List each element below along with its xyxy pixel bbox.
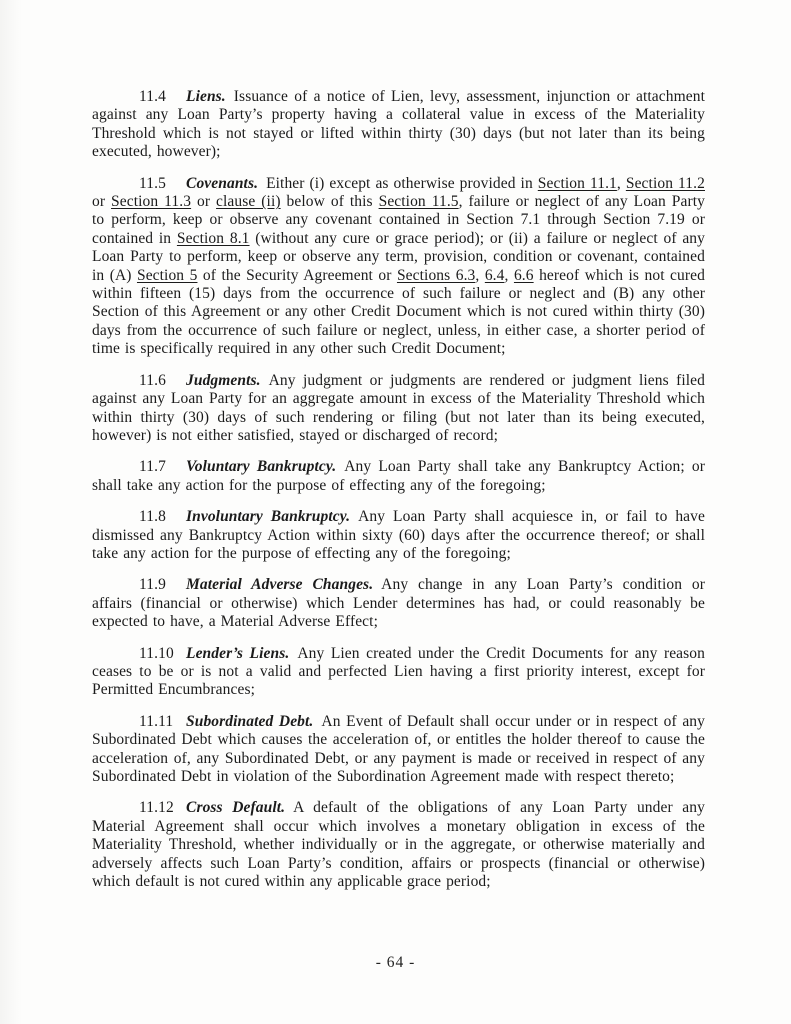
section-paragraph bbox=[92, 713, 705, 787]
section-reference: 6.4 bbox=[484, 266, 505, 284]
section-reference: Section 11.3 bbox=[111, 193, 192, 211]
section-number: 11.6 bbox=[139, 371, 166, 389]
section-text-run: Any judgment or judgments are rendered or judgment liens filed against any Loan Party for an aggregate amount in excess of the Materiality Threshold which within thirty (30) days of such rendering or filing (but not later than its being executed, however) is not either satisfied, stayed or discharged of record; bbox=[92, 371, 705, 444]
section-number: 11.7 bbox=[139, 458, 166, 476]
section-text-run: , failure or neglect of any Loan Party to perform, keep or observe any covenant contained in Section 7.1 through Section 7.19 or contained in bbox=[92, 193, 706, 247]
section-reference: Section 8.1 bbox=[176, 229, 250, 247]
section-paragraph bbox=[92, 576, 705, 631]
section-text-run: Any Loan Party shall acquiesce in, or fail to have dismissed any Bankruptcy Action within sixty (60) days after the occurrence thereof; or shall take any action for the purpose of effecting any of the foregoing; bbox=[92, 508, 705, 562]
section-paragraph bbox=[92, 372, 705, 446]
section-text-run: Any change in any Loan Party’s condition or affairs (financial or otherwise) which Lender determines has had, or could reasonably be expected to have, a Material Adverse Effect; bbox=[92, 576, 705, 631]
section-title: Voluntary Bankruptcy. bbox=[186, 458, 337, 476]
section-number: 11.10 bbox=[139, 644, 174, 662]
section-reference: Section 11.5 bbox=[378, 193, 459, 211]
section-number: 11.4 bbox=[139, 88, 166, 105]
section-text-run: , bbox=[504, 266, 514, 284]
section-title: Material Adverse Changes. bbox=[186, 576, 374, 594]
section-reference: Section 5 bbox=[136, 266, 198, 284]
section-title: Cross Default. bbox=[186, 799, 286, 817]
section-text-run: or bbox=[191, 193, 217, 211]
section-number: 11.8 bbox=[139, 508, 166, 526]
page-number: - 64 - bbox=[375, 954, 416, 971]
section-title: Lender’s Liens. bbox=[186, 644, 290, 662]
section-text-run: of the Security Agreement or bbox=[197, 266, 397, 284]
scan-edge-shadow bbox=[0, 0, 22, 1024]
document-body bbox=[92, 88, 705, 904]
section-text-run: , bbox=[475, 266, 485, 284]
section-reference: clause (ii) bbox=[216, 193, 281, 211]
section-text-run: Issuance of a notice of Lien, levy, assessment, injunction or attachment against any Loan Party’s property having a collateral value in excess of the Materiality Threshold which is not stayed or lifted within thirty (30) days (but not later than its being executed, however); bbox=[92, 88, 705, 161]
section-text-run: , bbox=[616, 174, 626, 192]
section-text-run: (without any cure or grace period); or (ii) a failure or neglect of any Loan Party to perform, keep or observe any term, provision, condition or covenant, contained in (A) bbox=[92, 229, 706, 284]
section-reference: Section 11.1 bbox=[537, 174, 617, 192]
section-reference: Section 11.2 bbox=[625, 174, 705, 192]
section-number: 11.11 bbox=[139, 712, 174, 730]
section-title: Involuntary Bankruptcy. bbox=[186, 508, 351, 526]
section-text-run: Either (i) except as otherwise provided in bbox=[266, 174, 538, 192]
section-paragraph bbox=[92, 645, 705, 700]
section-text-run: below of this bbox=[280, 193, 379, 211]
section-number: 11.9 bbox=[139, 576, 166, 594]
section-reference: 6.6 bbox=[513, 266, 534, 284]
section-title: Covenants. bbox=[186, 174, 259, 192]
section-paragraph bbox=[92, 88, 705, 162]
section-title: Liens. bbox=[186, 88, 226, 105]
section-number: 11.5 bbox=[139, 174, 166, 192]
section-text-run: hereof which is not cured within fifteen (15) days from the occurrence of such failure or neglect and (B) any other Section of this Agreement or any other Credit Document which is not cured within thirty (30) days from the occurrence of such failure or neglect, unless, in either case, a shorter period of time is specifically required in any other such Credit Document; bbox=[92, 266, 705, 358]
section-number: 11.12 bbox=[139, 799, 174, 817]
section-title: Judgments. bbox=[186, 371, 261, 389]
section-paragraph bbox=[92, 175, 705, 359]
section-text-run: Any Loan Party shall take any Bankruptcy Action; or shall take any action for the purpose of effecting any of the foregoing; bbox=[92, 458, 705, 494]
section-paragraph bbox=[92, 458, 705, 495]
section-text-run: or bbox=[92, 193, 112, 211]
section-title: Subordinated Debt. bbox=[186, 712, 314, 730]
section-text-run: An Event of Default shall occur under or in respect of any Subordinated Debt which causes the acceleration of, or entitles the holder thereof to cause the acceleration of, any Subordinated Debt, or any payment is made or received in respect of any Subordinated Debt in violation of the Subordination Agreement made with respect thereto; bbox=[92, 712, 705, 785]
section-reference: Sections 6.3 bbox=[396, 266, 476, 284]
section-paragraph bbox=[92, 508, 705, 563]
section-paragraph bbox=[92, 799, 705, 891]
section-text-run: A default of the obligations of any Loan Party under any Material Agreement shall occur which involves a monetary obligation in excess of the Materiality Threshold, whether individually or in the aggregate, or otherwise materially and adversely affects such Loan Party’s condition, affairs or prospects (financial or otherwise) which default is not cured within any applicable grace period; bbox=[92, 799, 705, 891]
section-text-run: Any Lien created under the Credit Documents for any reason ceases to be or is not a valid and perfected Lien having a first priority interest, except for Permitted Encumbrances; bbox=[92, 644, 705, 699]
